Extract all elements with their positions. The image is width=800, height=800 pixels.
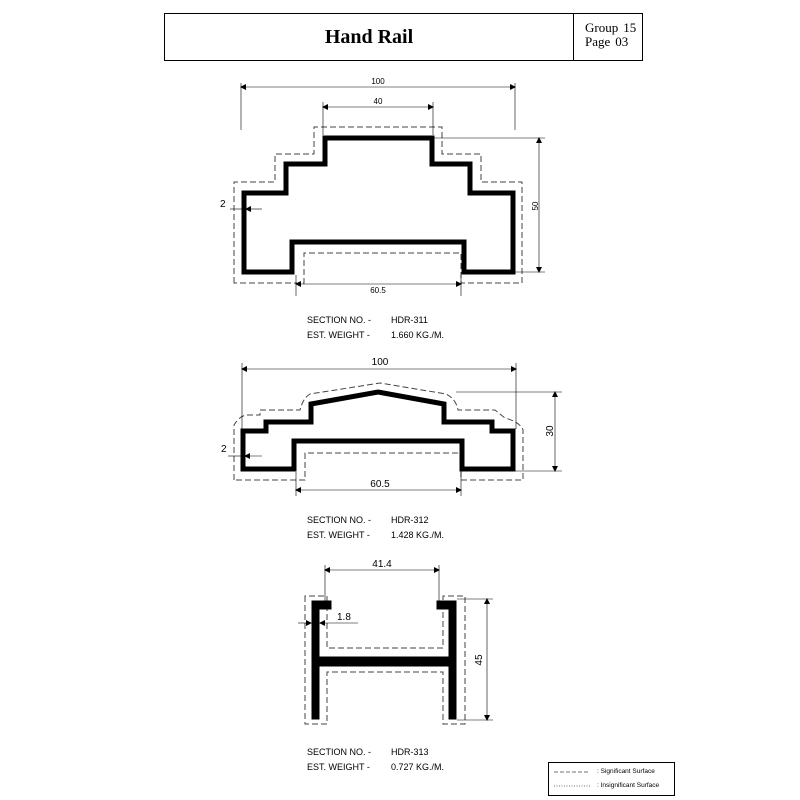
legend-insignificant-label: : Insignificant Surface <box>597 782 660 789</box>
dim-height: 50 <box>531 201 540 211</box>
est-weight-value: 1.660 KG./M. <box>391 330 445 340</box>
est-weight-label: EST. WEIGHT - <box>307 530 370 540</box>
page-title: Hand Rail <box>324 25 414 48</box>
dim-wall: 2 <box>220 199 226 210</box>
legend-insignificant <box>597 782 659 789</box>
page-value: 03 <box>615 34 629 49</box>
section-no-value: HDR-313 <box>391 747 429 757</box>
profile-section-shape <box>244 138 513 272</box>
legend-significant <box>597 768 655 775</box>
est-weight-label: EST. WEIGHT - <box>307 330 370 340</box>
dim-opening: 60.5 <box>370 479 390 490</box>
est-weight-value: 1.428 KG./M. <box>391 530 445 540</box>
section-no-label: SECTION NO. - <box>307 515 372 525</box>
profile-hdr-311 <box>220 77 545 296</box>
significant-surface-outline <box>234 383 523 480</box>
est-weight-value: 0.727 KG./M. <box>391 762 445 772</box>
section-no-label: SECTION NO. - <box>307 747 372 757</box>
section-no-value: HDR-312 <box>391 515 429 525</box>
profile-section-shape <box>243 392 513 469</box>
dim-inner-width: 41.4 <box>372 559 392 570</box>
section-no-label: SECTION NO. - <box>307 315 372 325</box>
section-info-hdr-311 <box>307 313 444 343</box>
group-value: 15 <box>623 20 637 35</box>
legend-significant-label: : Significant Surface <box>597 768 655 775</box>
surface-legend <box>548 762 675 796</box>
section-info-hdr-312 <box>307 513 444 543</box>
dim-wall: 1.8 <box>337 612 351 623</box>
group-label: Group <box>585 20 619 35</box>
dim-height: 45 <box>474 654 485 666</box>
dim-opening: 60.5 <box>370 286 386 295</box>
est-weight-label: EST. WEIGHT - <box>307 762 370 772</box>
section-info-hdr-313 <box>307 745 444 775</box>
profile-hdr-312 <box>221 357 562 496</box>
profile-hdr-313 <box>298 559 493 724</box>
profile-section-shape <box>318 660 450 662</box>
page-label: Page <box>585 34 611 49</box>
dim-overall-width: 100 <box>371 357 389 368</box>
significant-surface-outline <box>234 127 522 283</box>
dim-overall-width: 100 <box>371 77 385 86</box>
dim-top-width: 40 <box>373 97 383 106</box>
dim-height: 30 <box>545 425 556 437</box>
dim-wall: 2 <box>221 444 227 455</box>
section-no-value: HDR-311 <box>391 315 428 325</box>
